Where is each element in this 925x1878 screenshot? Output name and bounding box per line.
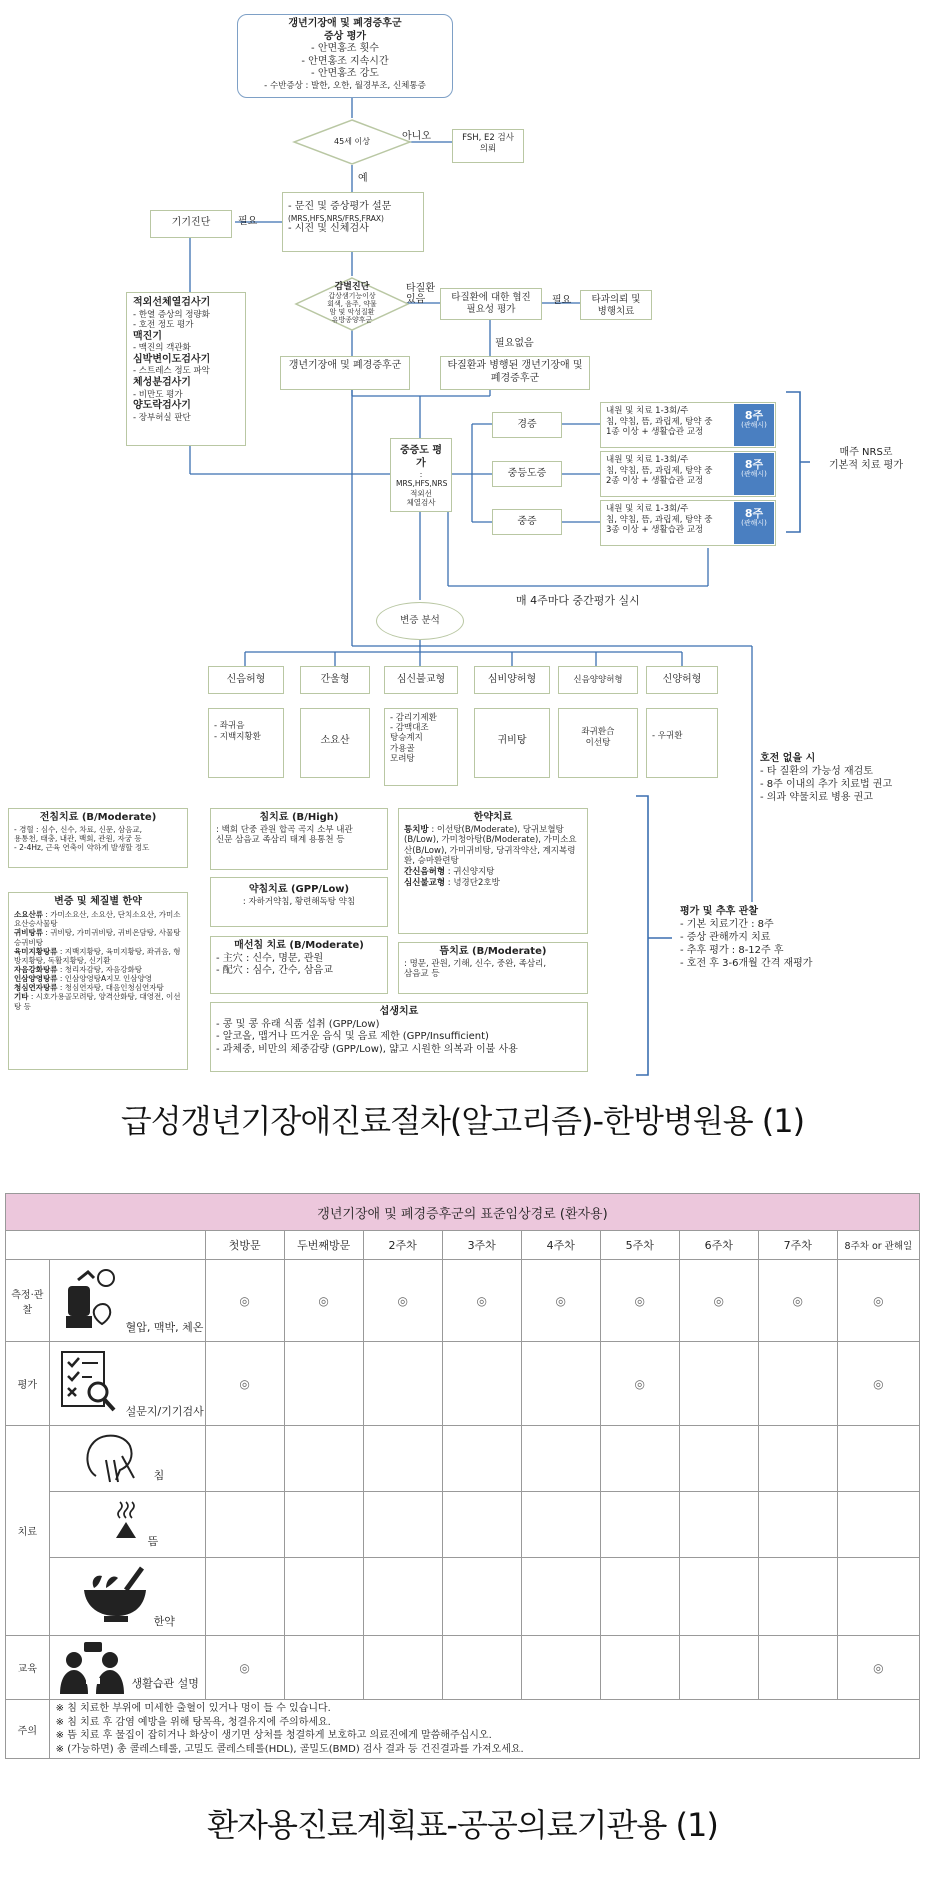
mark-cell: ◎: [837, 1260, 919, 1342]
no-label: 아니오: [402, 131, 431, 142]
row-category: 평가: [6, 1342, 50, 1426]
mark-cell: [442, 1636, 521, 1700]
mark-cell: ◎: [758, 1260, 837, 1342]
table-row: [6, 1492, 920, 1558]
mark-cell: ◎: [442, 1260, 521, 1342]
mark-cell: [837, 1426, 919, 1492]
herbal-key: 귀비탕류: [14, 928, 43, 938]
need-label: 필요: [552, 295, 572, 306]
followup: [680, 905, 880, 970]
mark-cell: ◎: [205, 1260, 284, 1342]
pattern-body: [474, 708, 550, 778]
severity-line: : MRS,HFS,NRS: [396, 470, 448, 489]
treatment-line: - 콩 및 콩 유래 식품 섭취 (GPP/Low): [216, 1018, 380, 1030]
device-desc: - 비만도 평가: [133, 389, 183, 400]
table-corner: [6, 1231, 206, 1260]
treatment-line: : 자하거약침, 황련해독탕 약침: [242, 896, 356, 907]
mark-cell: [442, 1426, 521, 1492]
table-header-row: [6, 1231, 920, 1260]
mark-cell: [363, 1636, 442, 1700]
treatment-line: - 알코올, 맵거나 뜨거운 음식 및 음료 제한 (GPP/Insufficient): [216, 1031, 489, 1042]
note-line: ※ 침 치료한 부위에 미세한 출혈이 있거나 멍이 들 수 있습니다.: [55, 1703, 331, 1714]
consultation-icon: [58, 1640, 130, 1696]
pattern-desc: - 감맥대조: [390, 723, 429, 734]
pattern-desc: 가용골: [390, 743, 415, 754]
treatment-title: 전침치료 (B/Moderate): [39, 812, 157, 823]
treatment-line: : 명문, 관원, 기해, 신수, 중완, 족삼리,: [404, 958, 547, 969]
row-item-label: 생활습관 설명: [131, 1677, 199, 1690]
table-row: [6, 1636, 920, 1700]
pattern-desc: - 좌귀음: [214, 721, 245, 731]
mark-cell: [284, 1492, 363, 1558]
level-severe: 중증: [492, 509, 562, 535]
col-header: 6주차: [679, 1231, 758, 1260]
herbal-key: 인삼양영탕류: [14, 974, 58, 984]
treatment-line: 삼음교 등: [404, 969, 440, 980]
device-name: 체성분검사기: [133, 377, 191, 388]
plan-line: 내원 및 치료 1-3회/주: [606, 455, 689, 465]
pharmacopuncture-box: [210, 877, 388, 927]
herbal-key: 자음강화탕류: [14, 965, 58, 975]
mark-cell: [679, 1558, 758, 1636]
mark-cell: ◎: [363, 1260, 442, 1342]
row-item-cell: [49, 1636, 205, 1700]
mark-cell: [284, 1636, 363, 1700]
treatment-title: 한약치료: [473, 812, 513, 823]
top-item: - 안면홍조 지속시간: [301, 55, 389, 67]
row-item-label: 한약: [153, 1615, 175, 1628]
diff-dx-line: 암 및 악성질환: [329, 308, 375, 317]
pattern-desc: 귀비탕: [497, 735, 527, 746]
severity-box: [390, 438, 452, 512]
mark-cell: ◎: [600, 1342, 679, 1426]
col-header: 7주차: [758, 1231, 837, 1260]
note-line: ※ 침 치료 후 감염 예방을 위해 탕목욕, 청결유지에 주의하세요.: [55, 1716, 331, 1728]
need-label: 필요: [238, 216, 258, 227]
treatment-line: 용통천, 태충, 내관, 백회, 관원, 자궁 등: [14, 833, 142, 843]
plan-line: 3종 이상 + 생활습관 교정: [606, 525, 704, 536]
pattern-desc: 모려탕: [390, 753, 415, 764]
row-item-label: 뜸: [147, 1535, 159, 1548]
pattern-herbal-box: [8, 892, 188, 1070]
mark-cell: [205, 1492, 284, 1558]
weeks-badge: [734, 502, 774, 544]
weeks-sub: (관해시): [741, 421, 767, 430]
combined-box: 타질환과 병행된 갱년기장애 및 폐경증후군: [440, 356, 590, 390]
row-category: 측정·관찰: [6, 1260, 50, 1342]
row-category: 치료: [6, 1426, 50, 1636]
mark-cell: [442, 1492, 521, 1558]
treatment-line: - 主穴 : 신수, 명문, 관원: [216, 952, 324, 964]
herbal-key: 청심연자탕류: [14, 983, 58, 993]
weeks-value: 8주: [744, 507, 764, 520]
mark-cell: [600, 1492, 679, 1558]
followup-item: - 기본 치료기간 : 8주: [680, 919, 774, 930]
treatment-title: 섭생치료: [379, 1006, 419, 1017]
device-list-box: [126, 292, 246, 446]
mark-cell: [758, 1558, 837, 1636]
table-row: [6, 1342, 920, 1426]
weekly-eval-line: 매주 NRS로: [839, 447, 893, 458]
mark-cell: [758, 1426, 837, 1492]
plan-line: 2종 이상 + 생활습관 교정: [606, 476, 704, 487]
pattern-header: 신음허형: [208, 666, 284, 694]
mark-cell: ◎: [521, 1260, 600, 1342]
severity-line: 적외선: [410, 488, 432, 498]
mark-cell: [521, 1558, 600, 1636]
fsh-box: FSH, E2 검사 의뢰: [452, 129, 524, 163]
top-subtitle: 증상 평가: [323, 30, 367, 42]
table-row: [6, 1426, 920, 1492]
herbal-key: 소요산류: [14, 910, 43, 920]
herbal-text: : 이선탕(B/Moderate), 당귀보혈탕(B/Low), 가미청아탕(B/Moderate), 가미소요산(B/Low), 가미귀비탕, 당귀작약산, 계지복령환, 승마환련탕: [404, 824, 577, 867]
mortar-icon: [76, 1564, 154, 1626]
weeks-sub: (관해시): [741, 470, 767, 479]
col-header: 8주차 or 관해일: [837, 1231, 919, 1260]
mark-cell: ◎: [205, 1342, 284, 1426]
treatment-line: 신문 삼음교 족삼리 태계 용통천 등: [216, 835, 345, 846]
device-desc: - 스트레스 정도 파악: [133, 366, 210, 377]
other-disease-label: 타질환 있음: [406, 283, 435, 305]
plan-line: 침, 약침, 뜸, 과립제, 탕약 중: [606, 514, 713, 525]
severity-line: 체열검사: [406, 498, 436, 508]
plan-line: 내원 및 치료 1-3회/주: [606, 504, 689, 514]
pattern-body: [208, 708, 284, 778]
diff-dx-title: 감별진단: [334, 282, 370, 292]
differential-diagnosis-text: [312, 282, 392, 325]
herbal-text: : 청리자감탕, 자음강화탕: [57, 965, 142, 975]
herbal-key: 심신불교형: [404, 877, 446, 888]
pattern-desc: 이선탕: [585, 737, 611, 748]
herbal-text: : 가미소요산, 소요산, 단치소요산, 가미소요산승사물탕: [14, 910, 181, 929]
herbal-text: : 녕경단2호방: [445, 877, 500, 888]
mark-cell: [205, 1558, 284, 1636]
herbal-text: : 인삼양영탕A지모 인삼양영: [57, 974, 152, 984]
top-title: 갱년기장애 및 폐경증후군: [288, 18, 402, 29]
acupuncture-icon: [80, 1430, 150, 1486]
col-header: 3주차: [442, 1231, 521, 1260]
yes-label: 예: [358, 173, 368, 184]
col-header: 4주차: [521, 1231, 600, 1260]
mark-cell: [837, 1492, 919, 1558]
treatment-line: : 백회 단중 관원 합곡 곡지 소부 내관: [216, 824, 353, 835]
mark-cell: [758, 1342, 837, 1426]
not-needed-label: 필요없음: [495, 338, 534, 349]
questionnaire-line: - 시진 및 신체검사: [288, 222, 369, 234]
followup-item: - 증상 관해까지 치료: [680, 932, 771, 943]
herbal-text: : 귀비탕, 가미귀비탕, 귀비온담탕, 사물탕승귀비탕: [14, 928, 181, 947]
mark-cell: ◎: [205, 1636, 284, 1700]
mark-cell: [284, 1426, 363, 1492]
mark-cell: [284, 1342, 363, 1426]
pattern-desc: - 지백지황환: [214, 731, 261, 742]
mark-cell: [758, 1636, 837, 1700]
col-header: 5주차: [600, 1231, 679, 1260]
pattern-analysis-oval: 변증 분석: [376, 602, 464, 640]
pattern-desc: 소요산: [320, 735, 350, 746]
device-desc: - 호전 정도 평가: [133, 320, 194, 331]
row-category: 교육: [6, 1636, 50, 1700]
level-mild: 경증: [492, 412, 562, 438]
top-item: - 안면홍조 횟수: [311, 43, 379, 54]
table-row: [6, 1558, 920, 1636]
mark-cell: [363, 1492, 442, 1558]
weeks-badge: [734, 404, 774, 446]
mark-cell: [600, 1558, 679, 1636]
treatment-line: - 配穴 : 심수, 간수, 삼음교: [216, 965, 333, 976]
pattern-body: [558, 708, 638, 778]
row-item-label: 침: [153, 1469, 165, 1482]
device-name: 심박변이도검사기: [133, 353, 211, 365]
followup-item: - 호전 후 3-6개월 간격 재평가: [680, 958, 813, 969]
moxibustion-icon: [106, 1498, 146, 1546]
treatment-line: - 경혈 : 심수, 신수, 차료, 신문, 삼음교,: [14, 824, 143, 834]
diff-dx-line: 회색, 음주, 약물: [327, 300, 377, 309]
herbal-key: 통치방: [404, 824, 429, 835]
referral-box: 타과의뢰 및 병행치료: [580, 290, 652, 320]
treatment-line: - 과체중, 비만의 체중감량 (GPP/Low), 얇고 시원한 의복과 이불 사용: [216, 1043, 518, 1055]
plan-line: 내원 및 치료 1-3회/주: [606, 406, 689, 416]
pattern-body: [300, 708, 370, 778]
row-item-cell: [49, 1492, 205, 1558]
monthly-eval: 매 4주마다 중간평가 실시: [516, 594, 640, 607]
no-improvement: [760, 752, 920, 804]
col-header: 첫방문: [205, 1231, 284, 1260]
pattern-header: 신양허형: [646, 666, 718, 694]
herbal-box: [398, 808, 588, 934]
weeks-value: 8주: [744, 458, 764, 471]
mark-cell: [679, 1636, 758, 1700]
checklist-icon: [58, 1348, 118, 1416]
age-decision-label: 45세 이상: [334, 137, 370, 146]
mark-cell: [521, 1342, 600, 1426]
collab-box: 타질환에 대한 협진 필요성 평가: [440, 288, 542, 320]
table-row: [6, 1260, 920, 1342]
pattern-desc: - 우귀환: [652, 731, 683, 741]
row-item-cell: [49, 1342, 205, 1426]
care-plan-title: 환자용진료계획표-공공의료기관용 (1): [207, 1806, 718, 1844]
pattern-desc: 탕승계지: [390, 733, 423, 744]
treatment-title: 침치료 (B/High): [259, 812, 339, 823]
row-item-cell: [49, 1426, 205, 1492]
weeks-badge: [734, 453, 774, 495]
acupuncture-box: [210, 808, 388, 870]
mark-cell: [442, 1342, 521, 1426]
pattern-desc: 좌귀환合: [581, 727, 615, 737]
questionnaire-box: [282, 192, 424, 252]
device-name: 양도락검사기: [133, 400, 191, 412]
mark-cell: ◎: [600, 1260, 679, 1342]
followup-item: - 추후 평가 : 8-12주 후: [680, 945, 784, 956]
treatment-title: 뜸치료 (B/Moderate): [439, 946, 547, 957]
plan-line: 침, 약침, 뜸, 과립제, 탕약 중: [606, 465, 713, 476]
mark-cell: [600, 1426, 679, 1492]
treatment-line: - 2-4Hz, 근육 연축이 약하게 발생할 정도: [14, 843, 150, 853]
note-line: ※ (가능하면) 총 콜레스테롤, 고밀도 콜레스테롤(HDL), 골밀도(BMD) 검사 결과 등 건진결과를 가져오세요.: [55, 1743, 524, 1755]
top-item: - 안면홍조 강도: [311, 68, 379, 79]
menopause-box: 갱년기장애 및 폐경증후군: [280, 356, 410, 390]
device-name: 적외선체열검사기: [133, 297, 211, 308]
mark-cell: [679, 1492, 758, 1558]
no-improvement-title: 호전 없을 시: [760, 753, 816, 764]
electroacupuncture-box: [8, 808, 188, 868]
treatment-title: 매선침 치료 (B/Moderate): [234, 940, 364, 951]
symptom-assessment-box: [237, 14, 453, 98]
notes-cell: [49, 1700, 919, 1759]
col-header: 2주차: [363, 1231, 442, 1260]
mark-cell: [679, 1342, 758, 1426]
device-name: 맥진기: [133, 330, 162, 342]
row-item-label: 혈압, 맥박, 체온: [125, 1321, 204, 1334]
herbal-text: : 지백지황탕, 육미지황탕, 좌귀음, 형방지황탕, 독활지황탕, 신기환: [14, 946, 181, 965]
mark-cell: [363, 1426, 442, 1492]
treatment-title: 약침치료 (GPP/Low): [248, 884, 350, 895]
mark-cell: ◎: [284, 1260, 363, 1342]
lifestyle-box: [210, 1002, 588, 1072]
pattern-header: 심비양허형: [474, 666, 550, 694]
row-item-cell: [49, 1260, 205, 1342]
col-header: 두번째방문: [284, 1231, 363, 1260]
row-item-label: 설문지/기기검사: [125, 1405, 204, 1418]
row-item-cell: [49, 1558, 205, 1636]
herbal-text: : 시호가용골모려탕, 양격산화탕, 대영전, 이선탕 등: [14, 992, 181, 1011]
plan-line: 침, 약침, 뜸, 과립제, 탕약 중: [606, 416, 713, 427]
table-title: 갱년기장애 및 폐경증후군의 표준임상경로 (환자용): [6, 1194, 920, 1231]
treatment-title: 변증 및 체질별 한약: [54, 896, 142, 907]
note-line: ※ 뜸 치료 후 물집이 잡히거나 화상이 생기면 상처를 청결하게 보호하고 의료진에게 말씀해주십시오.: [55, 1730, 492, 1741]
pattern-body: [384, 708, 458, 786]
mark-cell: [521, 1426, 600, 1492]
no-improvement-item: - 8주 이내의 추가 치료법 권고: [760, 779, 893, 790]
device-dx-box: 기기진단: [150, 210, 232, 238]
notes-label: 주의: [6, 1700, 50, 1759]
mark-cell: ◎: [679, 1260, 758, 1342]
top-item: - 수반증상 : 발한, 오한, 월경부조, 신체통증: [264, 80, 426, 91]
plan-line: 1종 이상 + 생활습관 교정: [606, 427, 704, 438]
mark-cell: [758, 1492, 837, 1558]
no-improvement-item: - 의과 약물치료 병용 권고: [760, 792, 873, 803]
pattern-header: 간울형: [300, 666, 370, 694]
algorithm-title: 급성갱년기장애진료절차(알고리즘)-한방병원용 (1): [120, 1102, 805, 1140]
questionnaire-line: - 문진 및 증상평가 설문: [288, 201, 392, 212]
mark-cell: [205, 1426, 284, 1492]
herbal-text: : 귀신양지탕: [445, 867, 495, 877]
moxibustion-box: [398, 942, 588, 994]
herbal-text: : 청심연자탕, 대음인청심연자탕: [57, 983, 164, 993]
herbal-key: 기타: [14, 992, 29, 1002]
questionnaire-line: (MRS,HFS,NRS/FRS,FRAX): [288, 213, 384, 223]
severity-title: 중증도 평가: [399, 445, 443, 469]
mark-cell: [521, 1636, 600, 1700]
device-desc: - 한열 증상의 정량화: [133, 309, 210, 320]
herbal-key: 육미지황탕류: [14, 946, 58, 956]
weeks-value: 8주: [744, 409, 764, 422]
mark-cell: [363, 1342, 442, 1426]
pattern-header: 심신불교형: [384, 666, 458, 694]
thread-embedding-box: [210, 936, 388, 994]
weeks-sub: (관해시): [741, 519, 767, 528]
weekly-eval: [812, 446, 920, 472]
mark-cell: [600, 1636, 679, 1700]
pattern-desc: - 감리기제환: [390, 713, 437, 723]
pattern-body: [646, 708, 718, 778]
mark-cell: [521, 1492, 600, 1558]
diff-dx-line: 유방종양후군: [331, 316, 373, 325]
pattern-header: 신음양양허형: [558, 666, 638, 694]
device-desc: - 장부허실 판단: [133, 412, 191, 423]
stethoscope-icon: [58, 1268, 118, 1330]
no-improvement-item: - 타 질환의 가능성 재검토: [760, 766, 873, 777]
mark-cell: ◎: [837, 1342, 919, 1426]
mark-cell: [837, 1558, 919, 1636]
mark-cell: [363, 1558, 442, 1636]
followup-title: 평가 및 추후 관찰: [680, 906, 759, 917]
weekly-eval-line: 기본적 치료 평가: [829, 460, 903, 471]
mark-cell: [679, 1426, 758, 1492]
patient-care-plan-table: [5, 1193, 920, 1759]
herbal-key: 간신음허형: [404, 867, 446, 877]
device-desc: - 맥진의 객관화: [133, 343, 191, 354]
mark-cell: ◎: [837, 1636, 919, 1700]
level-moderate: 중등도증: [492, 461, 562, 487]
mark-cell: [284, 1558, 363, 1636]
diff-dx-line: 갑상샘기능이상: [328, 292, 376, 301]
table-notes-row: [6, 1700, 920, 1759]
mark-cell: [442, 1558, 521, 1636]
